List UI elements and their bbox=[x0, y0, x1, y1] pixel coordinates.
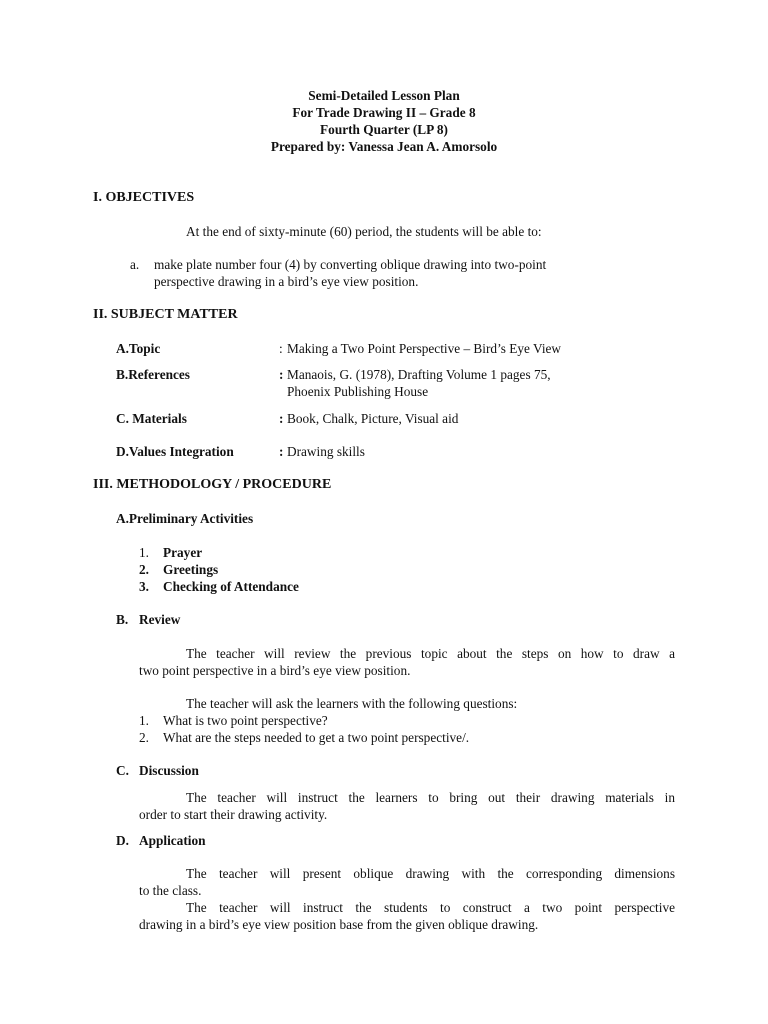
application-paragraph-1-line-2: to the class. bbox=[139, 883, 202, 898]
review-question-intro: The teacher will ask the learners with the following questions: bbox=[186, 696, 518, 711]
preliminary-item-2-number: 2. bbox=[139, 562, 149, 577]
discussion-line-2: order to start their drawing activity. bbox=[139, 807, 328, 822]
topic-value: Making a Two Point Perspective – Bird’s Eye View bbox=[287, 341, 562, 356]
title-line-3: Fourth Quarter (LP 8) bbox=[320, 122, 448, 137]
application-paragraph-2-line-1: The teacher will instruct the students to construct a two point perspective bbox=[186, 900, 675, 915]
title-line-2: For Trade Drawing II – Grade 8 bbox=[292, 105, 476, 120]
objective-item-line-1: make plate number four (4) by converting oblique drawing into two-point bbox=[154, 257, 547, 272]
review-question-2-number: 2. bbox=[139, 730, 149, 745]
review-question-1-number: 1. bbox=[139, 713, 149, 728]
materials-label: C. Materials bbox=[116, 411, 187, 426]
preliminary-heading: A.Preliminary Activities bbox=[116, 511, 254, 526]
references-value-line-2: Phoenix Publishing House bbox=[287, 384, 429, 399]
application-marker: D. bbox=[116, 833, 129, 848]
values-integration-label: D.Values Integration bbox=[116, 444, 234, 459]
review-marker: B. bbox=[116, 612, 129, 627]
preliminary-item-3-number: 3. bbox=[139, 579, 149, 594]
values-integration-value: Drawing skills bbox=[287, 444, 365, 459]
review-question-2: What are the steps needed to get a two point perspective/. bbox=[163, 730, 470, 745]
methodology-heading: III. METHODOLOGY / PROCEDURE bbox=[93, 477, 332, 492]
preliminary-item-2: Greetings bbox=[163, 562, 219, 577]
references-label: B.References bbox=[116, 367, 190, 382]
references-separator: : bbox=[279, 367, 284, 382]
review-question-1: What is two point perspective? bbox=[163, 713, 328, 728]
application-paragraph-1-line-1: The teacher will present oblique drawing with the corresponding dimensions bbox=[186, 866, 675, 881]
discussion-line-1: The teacher will instruct the learners to bring out their drawing materials in bbox=[186, 790, 675, 805]
preliminary-item-3: Checking of Attendance bbox=[163, 579, 299, 594]
preliminary-item-1: Prayer bbox=[163, 545, 203, 560]
materials-value: Book, Chalk, Picture, Visual aid bbox=[287, 411, 459, 426]
review-heading: Review bbox=[139, 612, 181, 627]
topic-label: A.Topic bbox=[116, 341, 161, 356]
objectives-intro: At the end of sixty-minute (60) period, the students will be able to: bbox=[186, 224, 542, 239]
discussion-marker: C. bbox=[116, 763, 129, 778]
preliminary-item-1-number: 1. bbox=[139, 545, 149, 560]
values-integration-separator: : bbox=[279, 444, 284, 459]
title-line-4: Prepared by: Vanessa Jean A. Amorsolo bbox=[270, 139, 498, 154]
discussion-heading: Discussion bbox=[139, 763, 199, 778]
subject-matter-heading: II. SUBJECT MATTER bbox=[93, 307, 238, 322]
objective-item-marker: a. bbox=[130, 257, 140, 272]
materials-separator: : bbox=[279, 411, 284, 426]
review-paragraph-line-2: two point perspective in a bird’s eye view position. bbox=[139, 663, 411, 678]
references-value-line-1: Manaois, G. (1978), Drafting Volume 1 pages 75, bbox=[287, 367, 551, 382]
topic-separator: : bbox=[279, 341, 283, 356]
objectives-heading: I. OBJECTIVES bbox=[93, 190, 195, 205]
title-line-1: Semi-Detailed Lesson Plan bbox=[308, 88, 460, 103]
objective-item-line-2: perspective drawing in a bird’s eye view position. bbox=[154, 274, 419, 289]
application-paragraph-2-line-2: drawing in a bird’s eye view position base from the given oblique drawing. bbox=[139, 917, 539, 932]
application-heading: Application bbox=[139, 833, 206, 848]
review-paragraph-line-1: The teacher will review the previous topic about the steps on how to draw a bbox=[186, 646, 675, 661]
